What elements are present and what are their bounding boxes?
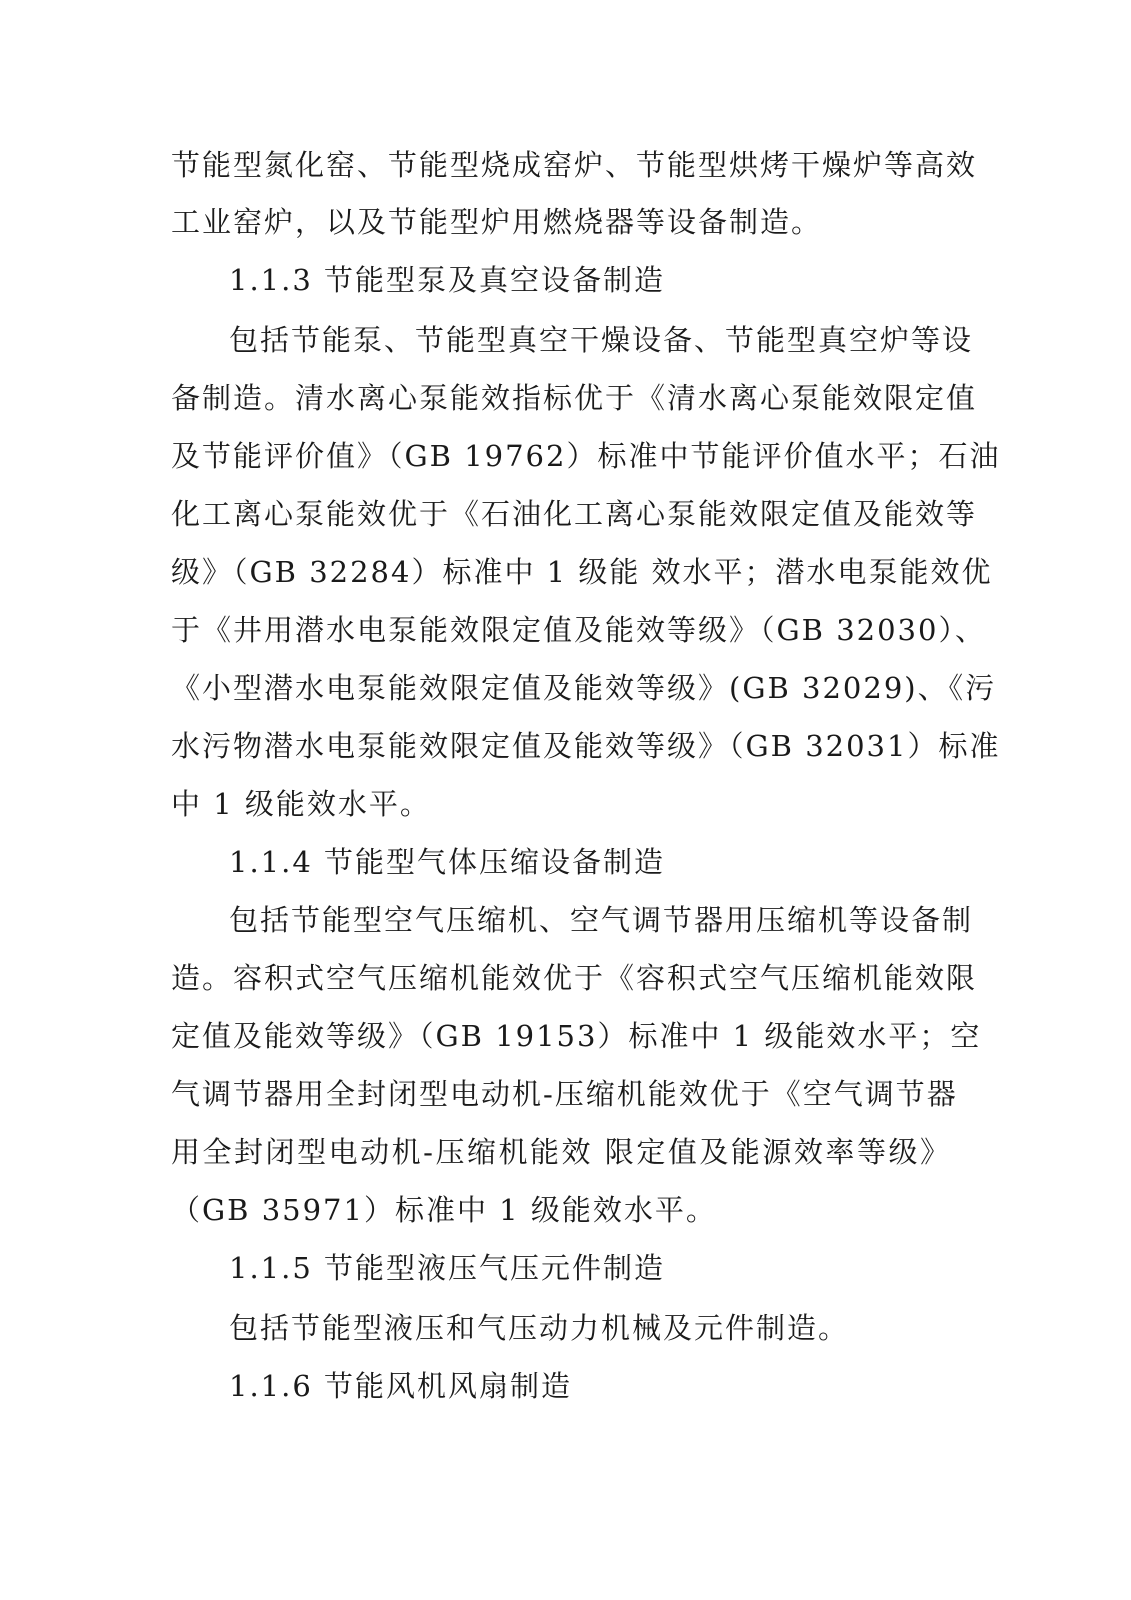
section-heading-1-1-4: 1.1.4 节能型气体压缩设备制造 (229, 845, 666, 879)
paragraph-line: 节能型氮化窑、节能型烧成窑炉、节能型烘烤干燥炉等高效 (171, 148, 978, 182)
paragraph-line: 包括节能型液压和气压动力机械及元件制造。 (229, 1311, 850, 1345)
paragraph-line: 气调节器用全封闭型电动机-压缩机能效优于《空气调节器 (171, 1077, 958, 1111)
paragraph-line: 定值及能效等级》（GB 19153）标准中 1 级能效水平；空 (171, 1019, 982, 1053)
paragraph-line: 包括节能型空气压缩机、空气调节器用压缩机等设备制 (229, 903, 974, 937)
paragraph-line: 化工离心泵能效优于《石油化工离心泵能效限定值及能效等 (171, 497, 978, 531)
section-heading-1-1-6: 1.1.6 节能风机风扇制造 (229, 1369, 573, 1403)
paragraph-line: （GB 35971）标准中 1 级能效水平。 (171, 1193, 717, 1227)
paragraph-line: 中 1 级能效水平。 (171, 787, 431, 821)
paragraph-line: 备制造。清水离心泵能效指标优于《清水离心泵能效限定值 (171, 381, 978, 415)
paragraph-line: 包括节能泵、节能型真空干燥设备、节能型真空炉等设 (229, 323, 974, 357)
paragraph-line: 工业窑炉，以及节能型炉用燃烧器等设备制造。 (171, 205, 823, 239)
paragraph-line: 《小型潜水电泵能效限定值及能效等级》(GB 32029)、《污 (171, 671, 997, 705)
paragraph-line: 用全封闭型电动机-压缩机能效 限定值及能源效率等级》 (171, 1135, 951, 1169)
paragraph-line: 级》（GB 32284）标准中 1 级能 效水平；潜水电泵能效优 (171, 555, 993, 589)
paragraph-line: 造。容积式空气压缩机能效优于《容积式空气压缩机能效限 (171, 961, 978, 995)
paragraph-line: 及节能评价值》（GB 19762）标准中节能评价值水平；石油 (171, 439, 1001, 473)
section-heading-1-1-3: 1.1.3 节能型泵及真空设备制造 (229, 263, 666, 297)
paragraph-line: 水污物潜水电泵能效限定值及能效等级》（GB 32031）标准 (171, 729, 1001, 763)
section-heading-1-1-5: 1.1.5 节能型液压气压元件制造 (229, 1251, 666, 1285)
paragraph-line: 于《井用潜水电泵能效限定值及能效等级》（GB 32030）、 (171, 613, 986, 647)
